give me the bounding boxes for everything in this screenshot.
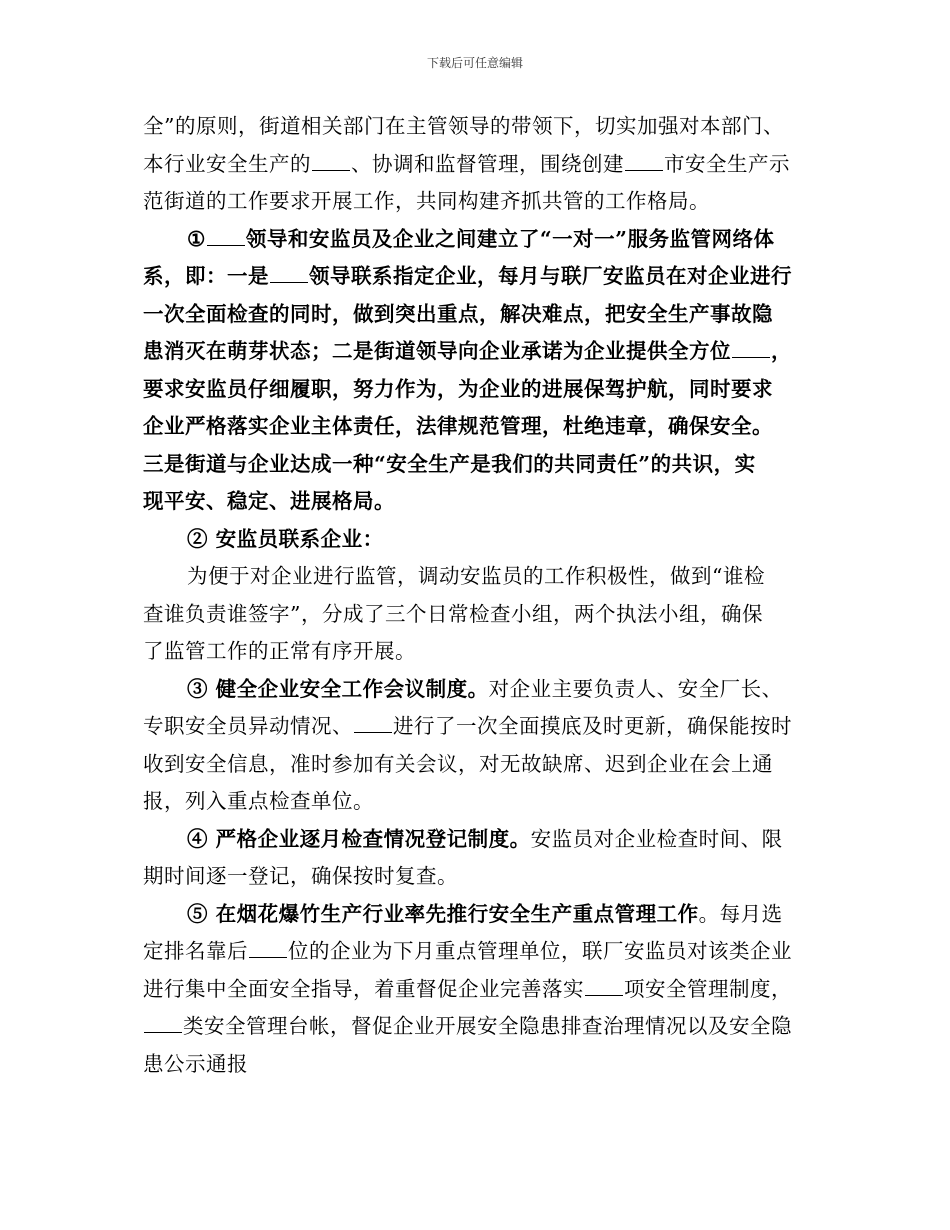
text-segment: ④ 严格企业逐月检查情况登记制度。	[187, 827, 531, 851]
page-header: 下载后可任意编辑	[426, 56, 523, 70]
text-line	[143, 1014, 792, 1038]
text-line	[143, 377, 773, 401]
text-segment: 位的企业为下月重点管理单位，联厂安监员对该类企业	[288, 939, 792, 963]
text-segment: 对企业主要负责人、安全厂长、	[488, 677, 783, 701]
text-line	[143, 489, 395, 513]
text-segment: 患公示通报	[143, 1052, 248, 1076]
fill-in-blank	[585, 978, 623, 996]
text-segment: 收到安全信息，准时参加有关会议，对无故缺席、迟到企业在会上通	[143, 752, 773, 776]
text-line	[143, 789, 374, 813]
text-line	[187, 902, 783, 926]
fill-in-blank	[312, 153, 350, 171]
text-line	[187, 677, 783, 701]
text-line	[143, 152, 790, 176]
text-segment: ② 安监员联系企业：	[187, 527, 384, 551]
text-segment: 全”的原则，街道相关部门在主管领导的带领下，切实加强对本部门、	[143, 114, 784, 138]
text-line	[143, 1052, 248, 1076]
text-line	[143, 639, 416, 663]
text-segment: 三是街道与企业达成一种“安全生产是我们的共同责任”的共识，实	[143, 452, 756, 476]
text-line	[187, 827, 783, 851]
text-segment: 系，即：一是	[143, 264, 269, 288]
text-line	[143, 864, 458, 888]
text-line	[143, 977, 792, 1001]
text-segment: 患消灭在萌芽状态；二是街道领导向企业承诺为企业提供全方位	[143, 339, 731, 363]
text-segment: 安监员对企业检查时间、限	[530, 827, 783, 851]
text-line	[143, 339, 792, 363]
fill-in-blank	[354, 715, 392, 733]
text-line	[143, 939, 792, 963]
text-segment: 进行集中全面安全指导，着重督促企业完善落实	[143, 977, 584, 1001]
text-line	[143, 114, 784, 138]
text-segment: ，	[771, 339, 792, 363]
fill-in-blank	[207, 228, 245, 246]
text-line	[143, 414, 773, 438]
text-line	[143, 189, 710, 213]
text-segment: 定排名靠后	[143, 939, 248, 963]
text-segment: 查谁负责谁签字”，分成了三个日常检查小组，两个执法小组，确保	[143, 602, 763, 626]
text-segment: 类安全管理台帐，督促企业开展安全隐患排查治理情况以及安全隐	[183, 1014, 792, 1038]
fill-in-blank	[144, 1015, 182, 1033]
text-line	[187, 227, 774, 251]
text-line	[187, 564, 765, 588]
text-line	[143, 264, 792, 288]
text-line	[143, 602, 763, 626]
text-segment: 为便于对企业进行监管，调动安监员的工作积极性，做到“谁检	[187, 564, 765, 588]
text-segment: 市安全生产示	[664, 152, 790, 176]
text-segment: 要求安监员仔细履职，努力作为，为企业的进展保驾护航，同时要求	[143, 377, 773, 401]
text-segment: 报，列入重点检查单位。	[143, 789, 374, 813]
text-segment: 项安全管理制度，	[624, 977, 792, 1001]
text-segment: 现平安、稳定、进展格局。	[143, 489, 395, 513]
text-segment: 。每月选	[698, 902, 783, 926]
text-segment: ⑤ 在烟花爆竹生产行业率先推行安全生产重点管理工作	[187, 902, 699, 926]
text-line	[143, 714, 792, 738]
text-line	[143, 452, 756, 476]
text-segment: 了监管工作的正常有序开展。	[143, 639, 416, 663]
text-segment: 本行业安全生产的	[143, 152, 311, 176]
text-segment: ③ 健全企业安全工作会议制度。	[187, 677, 489, 701]
fill-in-blank	[732, 340, 770, 358]
text-segment: ①	[187, 227, 206, 251]
text-line	[187, 527, 384, 551]
text-segment: 领导和安监员及企业之间建立了“一对一”服务监管网络体	[245, 227, 775, 251]
text-segment: 企业严格落实企业主体责任，法律规范管理，杜绝违章，确保安全。	[143, 414, 773, 438]
text-segment: 、协调和监督管理，围绕创建	[351, 152, 624, 176]
fill-in-blank	[249, 940, 287, 958]
text-segment: 范街道的工作要求开展工作，共同构建齐抓共管的工作格局。	[143, 189, 710, 213]
text-segment: 专职安全员异动情况、	[143, 714, 353, 738]
text-segment: 期时间逐一登记，确保按时复查。	[143, 864, 458, 888]
text-segment: 领导联系指定企业，每月与联厂安监员在对企业进行	[309, 264, 792, 288]
fill-in-blank	[625, 153, 663, 171]
text-segment: 进行了一次全面摸底及时更新，确保能按时	[393, 714, 792, 738]
text-line	[143, 302, 773, 326]
text-segment: 一次全面检查的同时，做到突出重点，解决难点，把安全生产事故隐	[143, 302, 773, 326]
fill-in-blank	[270, 265, 308, 283]
text-line	[143, 752, 773, 776]
